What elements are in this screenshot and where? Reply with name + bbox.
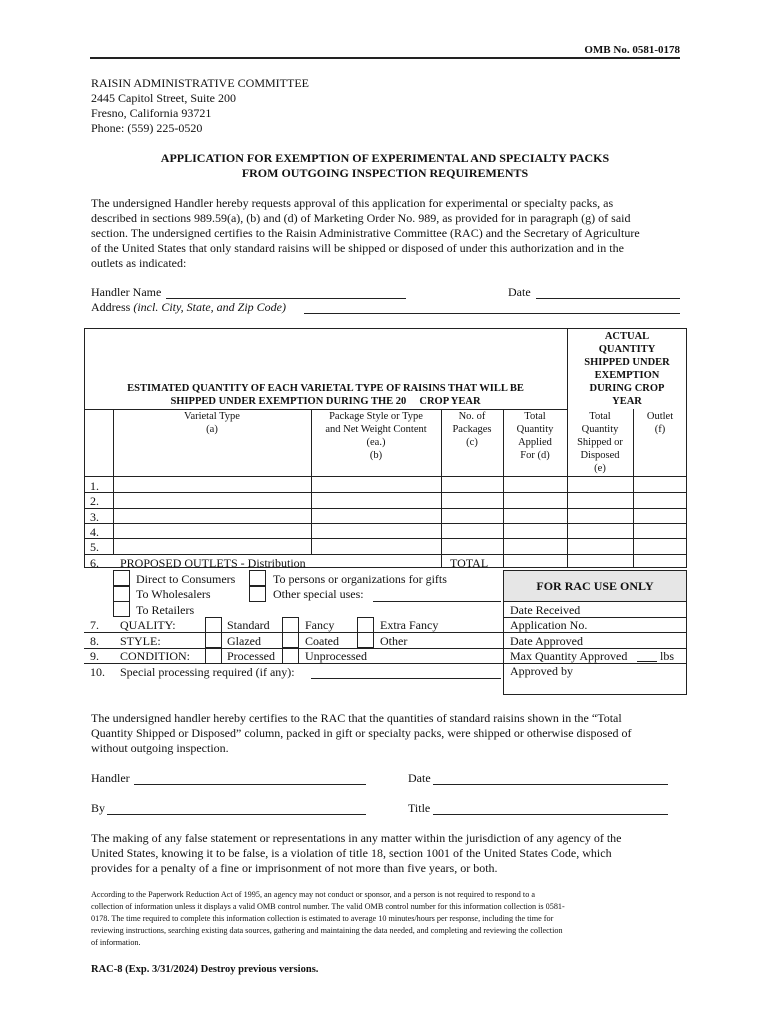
certify-line3: without outgoing inspection. bbox=[91, 741, 229, 755]
quality-fancy-label: Fancy bbox=[305, 618, 335, 632]
committee-city: Fresno, California 93721 bbox=[91, 106, 212, 120]
approved-by-label: Approved by bbox=[510, 664, 573, 678]
total-label: TOTAL bbox=[450, 556, 489, 570]
style-glazed-checkbox[interactable] bbox=[205, 632, 222, 648]
condition-processed-label: Processed bbox=[227, 649, 275, 663]
row8-number: 8. bbox=[90, 634, 99, 648]
row-line-3 bbox=[84, 523, 687, 524]
retailers-checkbox[interactable] bbox=[113, 601, 130, 617]
omb-number: OMB No. 0581-0178 bbox=[584, 44, 680, 56]
table-row-number: 4. bbox=[90, 525, 99, 539]
row6-number: 6. bbox=[90, 556, 99, 570]
gifts-label: To persons or organizations for gifts bbox=[273, 572, 447, 586]
condition-processed-checkbox[interactable] bbox=[205, 648, 222, 664]
certify-line2: Quantity Shipped or Disposed” column, packed in gift or specialty packs, were shipped or otherwise disposed of bbox=[91, 726, 632, 740]
style-glazed-label: Glazed bbox=[227, 634, 261, 648]
col-f-header: Outlet (f) bbox=[646, 411, 674, 435]
table-left-header-line1: ESTIMATED QUANTITY OF EACH VARIETAL TYPE OF RAISINS THAT WILL BE bbox=[127, 383, 524, 394]
handler-name-field[interactable] bbox=[166, 298, 406, 299]
warning-line2: United States, knowing it to be false, is a violation of title 18, section 1001 of the United States Code, which bbox=[91, 846, 612, 860]
gifts-checkbox[interactable] bbox=[249, 570, 266, 586]
retailers-label: To Retailers bbox=[136, 603, 195, 617]
row9-number: 9. bbox=[90, 649, 99, 663]
date-approved-label: Date Approved bbox=[510, 634, 583, 648]
condition-unprocessed-label: Unprocessed bbox=[305, 649, 367, 663]
row-line-1 bbox=[84, 492, 687, 493]
table-left-header-line2: SHIPPED UNDER EXEMPTION DURING THE 20 CROP YEAR bbox=[170, 396, 481, 407]
table-row-number: 3. bbox=[90, 510, 99, 524]
table-row-number: 5. bbox=[90, 540, 99, 554]
style-coated-label: Coated bbox=[305, 634, 339, 648]
row-line-4 bbox=[84, 538, 687, 539]
wholesalers-checkbox[interactable] bbox=[113, 586, 130, 602]
sig-by-field[interactable] bbox=[107, 814, 366, 815]
style-coated-checkbox[interactable] bbox=[282, 632, 299, 648]
pra-line2: collection of information unless it displays a valid OMB control number. The valid OMB control number for this information collection is 0581- bbox=[91, 902, 565, 911]
form-footer: RAC-8 (Exp. 3/31/2024) Destroy previous versions. bbox=[91, 964, 319, 975]
col-b-header: Package Style or Type and Net Weight Content (ea.) (b) bbox=[325, 411, 427, 461]
rac-use-header: FOR RAC USE ONLY bbox=[536, 579, 654, 593]
other-uses-checkbox[interactable] bbox=[249, 586, 266, 602]
certify-line1: The undersigned handler hereby certifies to the RAC that the quantities of standard raisins shown in the “Total bbox=[91, 711, 622, 725]
form-title-line2: FROM OUTGOING INSPECTION REQUIREMENTS bbox=[241, 166, 529, 180]
sig-title-label: Title bbox=[408, 801, 431, 815]
other-uses-label: Other special uses: bbox=[273, 587, 364, 601]
quality-fancy-checkbox[interactable] bbox=[282, 617, 299, 633]
warning-line3: provides for a penalty of a fine or imprisonment of not more than five years, or both. bbox=[91, 861, 498, 875]
condition-label: CONDITION: bbox=[120, 649, 190, 663]
row-line-5 bbox=[84, 554, 687, 555]
date-label: Date bbox=[508, 285, 531, 299]
max-quantity-field[interactable] bbox=[637, 661, 657, 662]
intro-line4: of the United States that only standard raisins will be shipped or disposed of under this authorization and in the bbox=[91, 241, 624, 255]
row7-number: 7. bbox=[90, 618, 99, 632]
wholesalers-label: To Wholesalers bbox=[136, 587, 211, 601]
form-title-line1: APPLICATION FOR EXEMPTION OF EXPERIMENTAL AND SPECIALTY PACKS bbox=[160, 151, 610, 165]
quality-standard-checkbox[interactable] bbox=[205, 617, 222, 633]
rac-rule-1 bbox=[503, 601, 687, 602]
other-uses-field[interactable] bbox=[373, 601, 501, 602]
style-label: STYLE: bbox=[120, 634, 161, 648]
condition-unprocessed-checkbox[interactable] bbox=[282, 648, 299, 664]
intro-line2: described in sections 989.59(a), (b) and (d) of Marketing Order No. 989, as provided for in paragraph (g) of said bbox=[91, 211, 631, 225]
sig-handler-field[interactable] bbox=[134, 784, 366, 785]
application-no-label: Application No. bbox=[510, 618, 588, 632]
address-field[interactable] bbox=[304, 313, 680, 314]
table-colhead-rule bbox=[84, 476, 687, 477]
col-a-header: Varietal Type (a) bbox=[184, 411, 240, 435]
pra-line5: of information. bbox=[91, 938, 141, 947]
pra-line4: reviewing instructions, searching existing data sources, gathering and maintaining the data needed, and completing and reviewing the collection bbox=[91, 926, 563, 935]
sig-by-label: By bbox=[91, 801, 106, 815]
table-row-number: 1. bbox=[90, 479, 99, 493]
quality-label: QUALITY: bbox=[120, 618, 176, 632]
direct-consumers-label: Direct to Consumers bbox=[136, 572, 236, 586]
pra-line1: According to the Paperwork Reduction Act of 1995, an agency may not conduct or sponsor, and a person is not required to respond to a bbox=[91, 890, 535, 899]
top-rule bbox=[90, 57, 680, 59]
max-quantity-label: Max Quantity Approved bbox=[510, 649, 628, 663]
style-other-label: Other bbox=[380, 634, 408, 648]
special-processing-label: Special processing required (if any): bbox=[120, 665, 295, 679]
sig-title-field[interactable] bbox=[433, 814, 668, 815]
date-field[interactable] bbox=[536, 298, 680, 299]
col-c-header: No. of Packages (c) bbox=[452, 411, 492, 448]
intro-line5: outlets as indicated: bbox=[91, 256, 187, 270]
rac-rule-3 bbox=[503, 632, 687, 633]
intro-line3: section. The undersigned certifies to the Raisin Administrative Committee (RAC) and the Secretary of Agriculture bbox=[91, 226, 640, 240]
row-line-2 bbox=[84, 508, 687, 509]
pra-line3: 0178. The time required to complete this information collection is estimated to average 10 minutes/hours per response, including the time for bbox=[91, 914, 554, 923]
direct-consumers-checkbox[interactable] bbox=[113, 570, 130, 586]
warning-line1: The making of any false statement or representations in any matter within the jurisdiction of any agency of the bbox=[91, 831, 622, 845]
committee-name: RAISIN ADMINISTRATIVE COMMITTEE bbox=[91, 76, 309, 90]
sig-date-field[interactable] bbox=[433, 784, 668, 785]
sig-handler-label: Handler bbox=[91, 771, 130, 785]
quality-extra-fancy-label: Extra Fancy bbox=[380, 618, 439, 632]
style-other-checkbox[interactable] bbox=[357, 632, 374, 648]
proposed-outlets-label: PROPOSED OUTLETS - Distribution bbox=[120, 556, 306, 570]
table-right-header: ACTUAL QUANTITY SHIPPED UNDER EXEMPTION DURING CROP YEAR bbox=[584, 331, 670, 407]
row10-number: 10. bbox=[90, 665, 105, 679]
intro-line1: The undersigned Handler hereby requests approval of this application for experimental or specialty packs, as bbox=[91, 196, 614, 210]
committee-phone: Phone: (559) 225-0520 bbox=[91, 121, 203, 135]
quality-standard-label: Standard bbox=[227, 618, 270, 632]
date-received-label: Date Received bbox=[510, 603, 581, 617]
quality-extra-fancy-checkbox[interactable] bbox=[357, 617, 374, 633]
committee-street: 2445 Capitol Street, Suite 200 bbox=[91, 91, 236, 105]
table-row-number: 2. bbox=[90, 494, 99, 508]
address-label: Address (incl. City, State, and Zip Code) bbox=[91, 300, 286, 314]
lbs-label: lbs bbox=[660, 649, 675, 663]
sig-date-label: Date bbox=[408, 771, 431, 785]
col-e-header: Total Quantity Shipped or Disposed (e) bbox=[577, 411, 623, 474]
col-d-header: Total Quantity Applied For (d) bbox=[516, 411, 554, 461]
handler-name-label: Handler Name bbox=[91, 285, 162, 299]
special-processing-field[interactable] bbox=[311, 678, 501, 679]
